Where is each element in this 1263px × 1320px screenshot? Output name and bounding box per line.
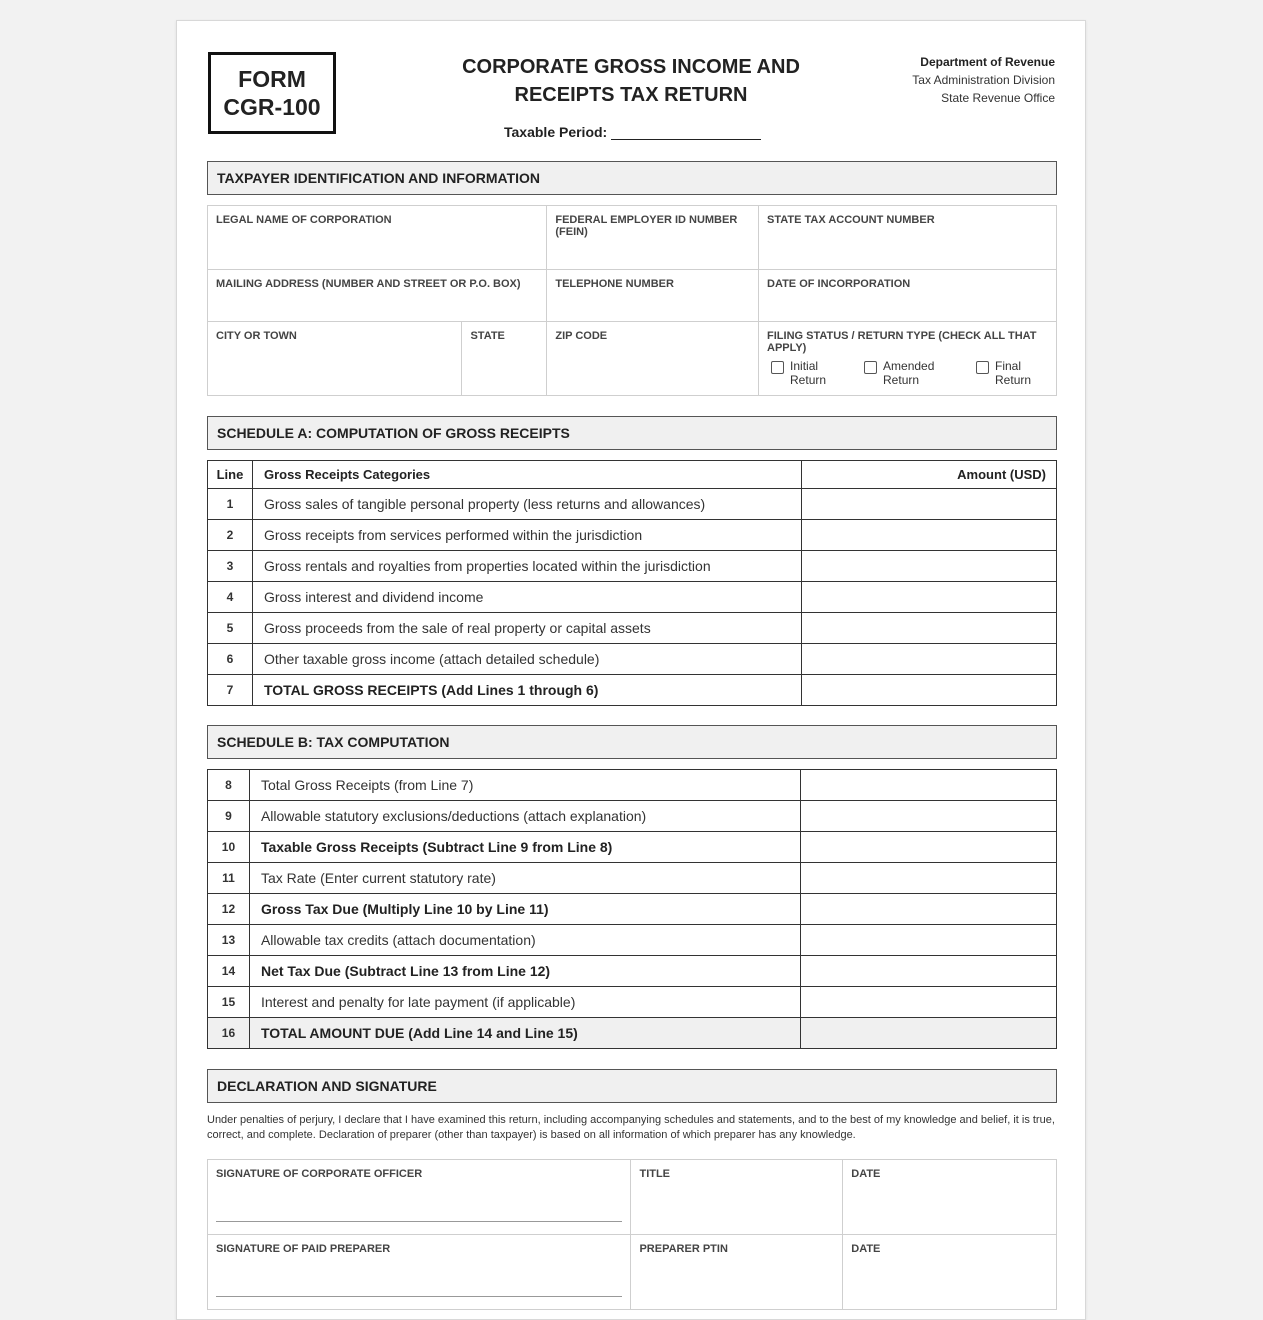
- amount-input[interactable]: [801, 832, 1057, 863]
- officer-date-label: DATE: [851, 1168, 881, 1180]
- zip-field[interactable]: [547, 322, 759, 396]
- schedule-b-total-row: [208, 1018, 1057, 1049]
- form-number-box: [208, 52, 336, 134]
- amount-input[interactable]: [801, 925, 1057, 956]
- line-number: 4: [208, 582, 253, 613]
- line-number: 3: [208, 551, 253, 582]
- schedule-b-row: [208, 863, 1057, 894]
- line-description: Other taxable gross income (attach detailed schedule): [252, 644, 801, 675]
- line-description: TOTAL AMOUNT DUE (Add Line 14 and Line 15): [249, 1018, 800, 1049]
- schedule-b-table: [207, 769, 1057, 1049]
- line-number: 15: [208, 987, 250, 1018]
- officer-signature-label: SIGNATURE OF CORPORATE OFFICER: [216, 1168, 423, 1180]
- amount-input[interactable]: [801, 894, 1057, 925]
- schedule-a-row: [208, 613, 1057, 644]
- officer-signature-line: [216, 1221, 622, 1222]
- preparer-signature-line: [216, 1296, 622, 1297]
- schedule-b-row: [208, 801, 1057, 832]
- initial-return-label-line1: Initial: [790, 359, 819, 373]
- line-description: Allowable tax credits (attach documentation): [249, 925, 800, 956]
- preparer-date-label: DATE: [851, 1243, 881, 1255]
- signature-grid: [207, 1159, 1057, 1310]
- schedule-a-row: [208, 551, 1057, 582]
- schedule-b-row: [208, 925, 1057, 956]
- line-description: Gross receipts from services performed within the jurisdiction: [252, 520, 801, 551]
- line-description: Taxable Gross Receipts (Subtract Line 9 from Line 8): [249, 832, 800, 863]
- amount-input[interactable]: [802, 675, 1057, 706]
- schedule-a-row: [208, 582, 1057, 613]
- line-number: 12: [208, 894, 250, 925]
- line-number: 8: [208, 770, 250, 801]
- line-number: 11: [208, 863, 250, 894]
- form-title: [407, 53, 855, 109]
- schedule-b-row: [208, 894, 1057, 925]
- preparer-ptin-label: PREPARER PTIN: [639, 1243, 728, 1255]
- line-description: Gross interest and dividend income: [252, 582, 801, 613]
- preparer-date-field[interactable]: [843, 1235, 1057, 1310]
- declaration-text: Under penalties of perjury, I declare that I have examined this return, including accompanying schedules and statements, and to the best of my knowledge and belief, it is true, correct, and complete. Declaration of preparer (other than taxpayer) is based on all information of which preparer has any knowledge.: [207, 1114, 1055, 1141]
- line-description: Gross proceeds from the sale of real property or capital assets: [252, 613, 801, 644]
- final-return-option[interactable]: [972, 359, 1031, 387]
- amount-input[interactable]: [802, 613, 1057, 644]
- schedule-b-row: [208, 770, 1057, 801]
- amount-input[interactable]: [801, 801, 1057, 832]
- amended-return-label-line1: Amended: [883, 359, 935, 373]
- declaration-header: DECLARATION AND SIGNATURE: [207, 1069, 1057, 1103]
- mailing-address-field[interactable]: [208, 270, 547, 322]
- schedule-a-row: [208, 489, 1057, 520]
- state-tax-account-field[interactable]: [759, 206, 1057, 270]
- line-number: 5: [208, 613, 253, 644]
- line-description: Allowable statutory exclusions/deductions (attach explanation): [249, 801, 800, 832]
- final-return-label: [995, 359, 1031, 387]
- taxable-period-label: Taxable Period:: [504, 124, 608, 140]
- department-division: Tax Administration Division: [912, 73, 1055, 87]
- amount-input[interactable]: [801, 987, 1057, 1018]
- line-description: Gross rentals and royalties from properties located within the jurisdiction: [252, 551, 801, 582]
- amount-input[interactable]: [801, 770, 1057, 801]
- schedule-a-row: [208, 520, 1057, 551]
- schedule-a-header-row: [208, 461, 1057, 489]
- schedule-b-header: SCHEDULE B: TAX COMPUTATION: [207, 725, 1057, 759]
- officer-signature-field[interactable]: [208, 1160, 631, 1235]
- legal-name-label: LEGAL NAME OF CORPORATION: [216, 214, 392, 226]
- tax-form-page: [176, 20, 1086, 1320]
- amount-input[interactable]: [802, 582, 1057, 613]
- schedule-a-table: [207, 460, 1057, 706]
- final-return-label-line1: Final: [995, 359, 1022, 373]
- preparer-ptin-field[interactable]: [631, 1235, 843, 1310]
- amount-input[interactable]: [802, 520, 1057, 551]
- schedule-a-header: SCHEDULE A: COMPUTATION OF GROSS RECEIPTS: [207, 416, 1057, 450]
- fein-label: FEDERAL EMPLOYER ID NUMBER (FEIN): [555, 214, 738, 238]
- line-description: Interest and penalty for late payment (if applicable): [249, 987, 800, 1018]
- taxable-period-field[interactable]: [611, 125, 761, 140]
- city-label: CITY OR TOWN: [216, 330, 297, 342]
- initial-return-label-line2: Return: [790, 373, 827, 387]
- line-description: Gross Tax Due (Multiply Line 10 by Line 11): [249, 894, 800, 925]
- amended-return-label: [883, 359, 934, 387]
- schedule-b-row: [208, 956, 1057, 987]
- line-description: Total Gross Receipts (from Line 7): [249, 770, 800, 801]
- col-line-header: Line: [208, 461, 253, 489]
- line-number: 14: [208, 956, 250, 987]
- line-number: 13: [208, 925, 250, 956]
- mailing-address-label: MAILING ADDRESS (NUMBER AND STREET OR P.O. BOX): [216, 278, 521, 290]
- line-number: 7: [208, 675, 253, 706]
- form-title-line-1: CORPORATE GROSS INCOME AND: [462, 56, 800, 78]
- telephone-label: TELEPHONE NUMBER: [555, 278, 674, 290]
- schedule-a-row: [208, 644, 1057, 675]
- amended-return-label-line2: Return: [883, 373, 920, 387]
- amount-input[interactable]: [802, 644, 1057, 675]
- form-label: FORM: [238, 66, 306, 92]
- schedule-a-total-row: [208, 675, 1057, 706]
- department-office: State Revenue Office: [941, 91, 1055, 105]
- initial-return-option[interactable]: [767, 359, 860, 387]
- amended-return-checkbox[interactable]: [864, 361, 877, 374]
- filing-status-field: [759, 322, 1057, 396]
- state-label: STATE: [470, 330, 505, 342]
- col-category-header: Gross Receipts Categories: [252, 461, 801, 489]
- zip-label: ZIP CODE: [555, 330, 608, 342]
- line-number: 1: [208, 489, 253, 520]
- line-number: 10: [208, 832, 250, 863]
- amended-return-option[interactable]: [860, 359, 972, 387]
- final-return-label-line2: Return: [995, 373, 1032, 387]
- line-number: 16: [208, 1018, 250, 1049]
- line-description: TOTAL GROSS RECEIPTS (Add Lines 1 through 6): [252, 675, 801, 706]
- amount-input[interactable]: [801, 1018, 1057, 1049]
- amount-input[interactable]: [801, 863, 1057, 894]
- amount-input[interactable]: [802, 551, 1057, 582]
- department-name: Department of Revenue: [920, 55, 1055, 69]
- fein-field[interactable]: [547, 206, 759, 270]
- taxable-period: [504, 124, 761, 140]
- line-description: Tax Rate (Enter current statutory rate): [249, 863, 800, 894]
- city-field[interactable]: [208, 322, 462, 396]
- officer-title-label: TITLE: [639, 1168, 671, 1180]
- amount-input[interactable]: [801, 956, 1057, 987]
- preparer-signature-label: SIGNATURE OF PAID PREPARER: [216, 1243, 391, 1255]
- col-amount-header: Amount (USD): [802, 461, 1057, 489]
- line-number: 9: [208, 801, 250, 832]
- form-number: CGR-100: [223, 94, 321, 120]
- filing-status-options: [767, 359, 1048, 387]
- filing-status-label: FILING STATUS / RETURN TYPE (CHECK ALL THAT APPLY): [767, 330, 1037, 354]
- amount-input[interactable]: [802, 489, 1057, 520]
- initial-return-label: [790, 359, 826, 387]
- officer-date-field[interactable]: [843, 1160, 1057, 1235]
- schedule-b-row: [208, 987, 1057, 1018]
- line-description: Net Tax Due (Subtract Line 13 from Line 12): [249, 956, 800, 987]
- date-incorporation-field[interactable]: [759, 270, 1057, 322]
- line-description: Gross sales of tangible personal property (less returns and allowances): [252, 489, 801, 520]
- taxpayer-info-grid: [207, 205, 1057, 396]
- officer-title-field[interactable]: [631, 1160, 843, 1235]
- final-return-checkbox[interactable]: [976, 361, 989, 374]
- preparer-signature-field[interactable]: [208, 1235, 631, 1310]
- legal-name-field[interactable]: [208, 206, 547, 270]
- line-number: 2: [208, 520, 253, 551]
- form-title-line-2: RECEIPTS TAX RETURN: [514, 84, 748, 106]
- taxpayer-section-header: TAXPAYER IDENTIFICATION AND INFORMATION: [207, 161, 1057, 195]
- telephone-field[interactable]: [547, 270, 759, 322]
- state-tax-account-label: STATE TAX ACCOUNT NUMBER: [767, 214, 935, 226]
- date-incorporation-label: DATE OF INCORPORATION: [767, 278, 911, 290]
- schedule-b-row: [208, 832, 1057, 863]
- department-info: [912, 53, 1055, 107]
- line-number: 6: [208, 644, 253, 675]
- state-field[interactable]: [462, 322, 547, 396]
- initial-return-checkbox[interactable]: [771, 361, 784, 374]
